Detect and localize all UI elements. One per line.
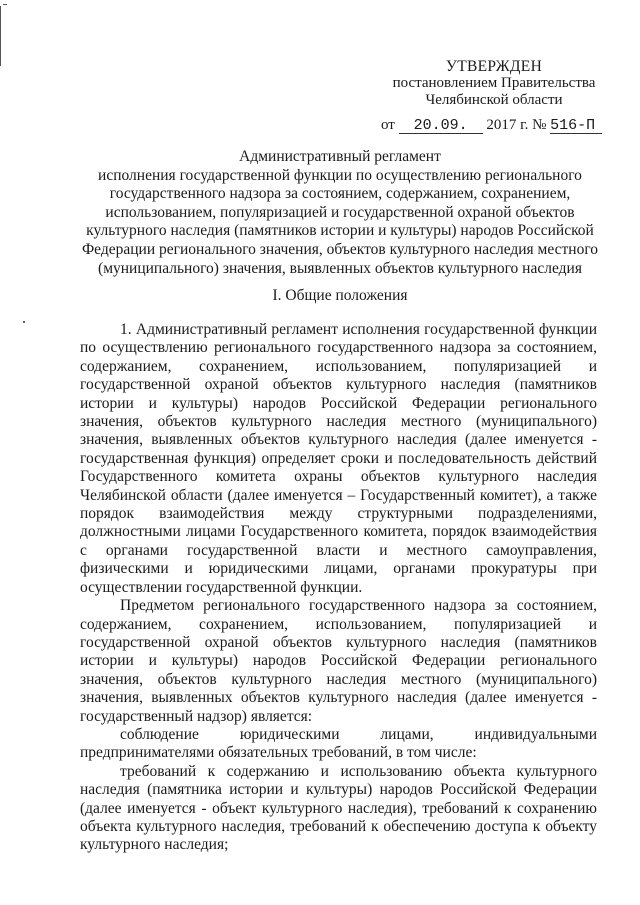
paragraph-2: Предметом регионального государственного надзора за состоянием, содержанием, сохранением, использованием, популяризацией и государственной охраной объектов культурного наследия (памятников истории и культуры) народов Российской Федерации регионального значения, объектов культурного наследия местного (муниципального) значения, выявленных объектов культурного наследия (далее именуется - государственный надзор) является: <box>80 597 597 725</box>
paragraph-4: требований к содержанию и использованию объекта культурного наследия (памятника истории и культуры) народов Российской Федерации (далее именуется - объект культурного наследия), требований к сохранению объекта культурного наследия, требований к обеспечению доступа к объекту культурного наследия; <box>80 762 597 854</box>
approval-date-line <box>381 117 611 134</box>
approval-line-2: Челябинской области <box>425 92 563 108</box>
date-value: 20.09. <box>413 117 468 134</box>
margin-mark <box>0 6 1 66</box>
margin-tick <box>3 4 7 5</box>
approval-line-1: постановлением Правительства <box>392 75 596 91</box>
year-label: 2017 г. № <box>486 117 547 133</box>
paragraph-3: соблюдение юридическими лицами, индивидуальными предпринимателями обязательных требований, в том числе: <box>80 725 597 762</box>
document-body <box>80 321 597 855</box>
number-field <box>550 118 602 134</box>
paragraph-1: 1. Административный регламент исполнения государственной функции по осуществлению регионального государственного надзора за состоянием, содержанием, сохранением, использованием, популяризацией и государственной охраной объектов культурного наследия (памятников истории и культуры) народов Российской Федерации регионального значения, объектов культурного наследия местного (муниципального) значения, выявленных объектов культурного наследия (далее именуется - государственная функция) определяет сроки и последовательность действий Государственного комитета охраны объектов культурного наследия Челябинской области (далее именуется – Государственный комитет), а также порядок взаимодействия между структурными подразделениями, должностными лицами Государственного комитета, порядок взаимодействия с органами государственной власти и местного самоуправления, физическими и юридическими лицами, органами прокуратуры при осуществлении государственной функции. <box>80 321 597 596</box>
date-prefix: от <box>381 117 395 133</box>
approval-title: УТВЕРЖДЕН <box>445 58 543 75</box>
scan-dot <box>23 321 25 323</box>
number-value: 516-П <box>550 117 596 134</box>
date-field <box>399 118 483 134</box>
approval-stamp <box>384 58 604 109</box>
document-heading-text: Административный регламент исполнения государственной функции по осуществлению регионального государственного надзора за состоянием, содержанием, сохранением, использованием, популяризацией и государственной охраной объектов культурного наследия (памятников истории и культуры) народов Российской Федерации регионального значения, объектов культурного наследия местного (муниципального) значения, выявленных объектов культурного наследия <box>81 148 599 277</box>
section-title: I. Общие положения <box>272 287 408 304</box>
document-heading <box>80 148 600 278</box>
